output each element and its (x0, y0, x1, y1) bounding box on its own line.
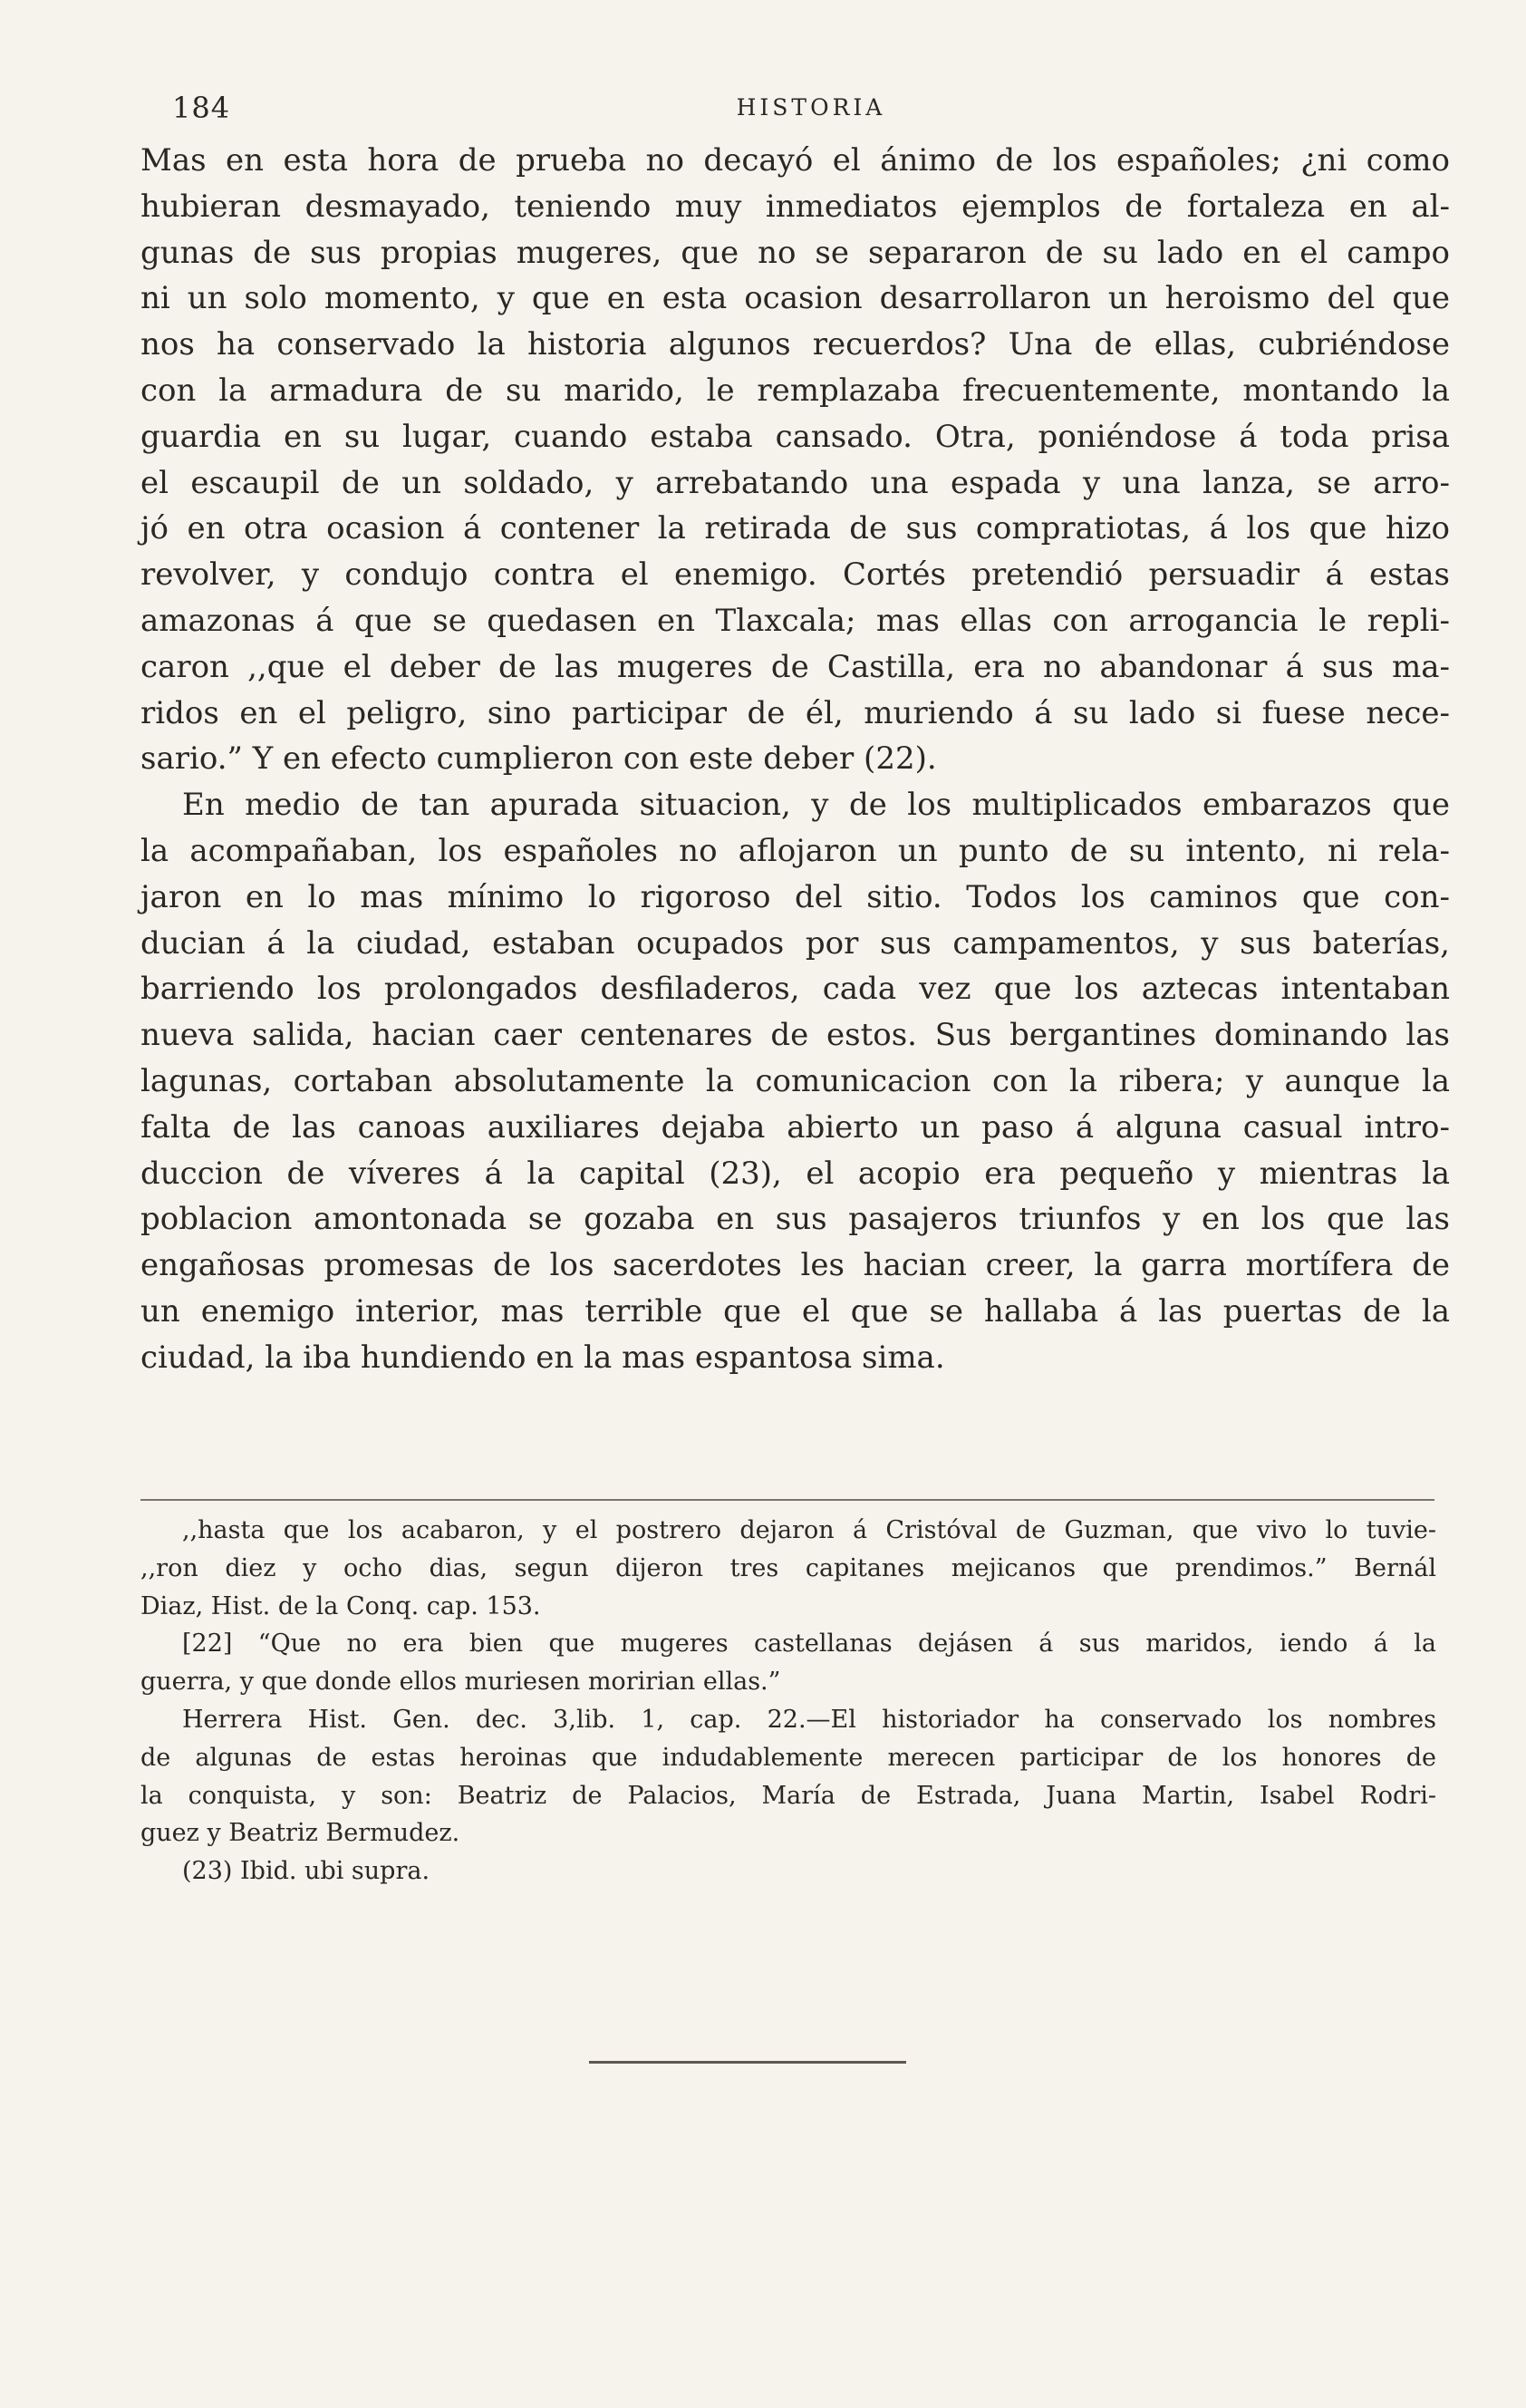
footnote-line: ,,hasta que los acabaron, y el postrero dejaron á Cristóval de Guzman, que vivo lo tuvie- (182, 1516, 1436, 1544)
footnote-line: (23) Ibid. ubi supra. (182, 1857, 430, 1886)
text-line: poblacion amontonada se gozaba en sus pasajeros triunfos y en los que las (140, 1201, 1450, 1238)
text-line: revolver, y condujo contra el enemigo. Cortés pretendió persuadir á estas (140, 556, 1450, 594)
footnote-line: guez y Beatriz Bermudez. (140, 1819, 460, 1848)
footnote-line: ,,ron diez y ocho dias, segun dijeron tres capitanes mejicanos que prendimos.” Bernál (140, 1553, 1436, 1582)
text-line: jó en otra ocasion á contener la retirada de sus compratiotas, á los que hizo (140, 510, 1450, 547)
footnote-line: la conquista, y son: Beatriz de Palacios, María de Estrada, Juana Martin, Isabel Rodri- (140, 1781, 1436, 1810)
text-line: caron ,,que el deber de las mugeres de Castilla, era no abandonar á sus ma- (140, 648, 1450, 685)
text-line: hubieran desmayado, teniendo muy inmediatos ejemplos de fortaleza en al- (140, 188, 1450, 225)
text-line: ni un solo momento, y que en esta ocasion desarrollaron un heroismo del que (140, 280, 1450, 317)
text-line: guardia en su lugar, cuando estaba cansado. Otra, poniéndose á toda prisa (140, 418, 1450, 455)
running-head (172, 91, 1450, 136)
page-header-title: HISTORIA (736, 94, 886, 121)
text-line: nueva salida, hacian caer centenares de estos. Sus bergantines dominando las (140, 1017, 1450, 1054)
text-line: barriendo los prolongados desfiladeros, cada vez que los aztecas intentaban (140, 971, 1450, 1008)
text-line: un enemigo interior, mas terrible que el que se hallaba á las puertas de la (140, 1292, 1450, 1330)
text-line: sario.” Y en efecto cumplieron con este deber (22). (140, 740, 937, 778)
text-line: En medio de tan apurada situacion, y de los multiplicados embarazos que (182, 787, 1450, 824)
text-line: el escaupil de un soldado, y arrebatando una espada y una lanza, se arro- (140, 464, 1450, 501)
main-text (140, 138, 1450, 1381)
footnote-line: Diaz, Hist. de la Conq. cap. 153. (140, 1591, 541, 1620)
footnote-divider (140, 1499, 1434, 1501)
text-line: ducian á la ciudad, estaban ocupados por sus campamentos, y sus baterías, (140, 924, 1450, 962)
footnote-line: guerra, y que donde ellos muriesen moririan ellas.” (140, 1668, 781, 1697)
text-line: Mas en esta hora de prueba no decayó el ánimo de los españoles; ¿ni como (140, 142, 1450, 179)
footnotes (140, 1512, 1436, 1891)
text-line: falta de las canoas auxiliares dejaba abierto un paso á alguna casual intro- (140, 1108, 1450, 1146)
text-line: jaron en lo mas mínimo lo rigoroso del sitio. Todos los caminos que con- (140, 878, 1450, 915)
text-line: con la armadura de su marido, le remplazaba frecuentemente, montando la (140, 372, 1450, 409)
text-line: lagunas, cortaban absolutamente la comunicacion con la ribera; y aunque la (140, 1062, 1450, 1099)
text-line: amazonas á que se quedasen en Tlaxcala; mas ellas con arrogancia le repli- (140, 602, 1450, 639)
text-line: ridos en el peligro, sino participar de él, muriendo á su lado si fuese nece- (140, 694, 1450, 731)
text-line: gunas de sus propias mugeres, que no se separaron de su lado en el campo (140, 234, 1450, 271)
footnote-line: de algunas de estas heroinas que indudablemente merecen participar de los honores de (140, 1743, 1436, 1772)
text-line: engañosas promesas de los sacerdotes les hacian creer, la garra mortífera de (140, 1247, 1450, 1284)
page-number: 184 (172, 91, 231, 125)
text-line: ciudad, la iba hundiendo en la mas espantosa sima. (140, 1339, 945, 1376)
text-line: duccion de víveres á la capital (23), el acopio era pequeño y mientras la (140, 1155, 1450, 1192)
end-rule (589, 2061, 906, 2064)
text-line: nos ha conservado la historia algunos recuerdos? Una de ellas, cubriéndose (140, 326, 1450, 363)
text-line: la acompañaban, los españoles no aflojaron un punto de su intento, ni rela- (140, 832, 1450, 869)
footnote-line: [22] “Que no era bien que mugeres castellanas dejásen á sus maridos, iendo á la (182, 1630, 1436, 1659)
footnote-line: Herrera Hist. Gen. dec. 3,lib. 1, cap. 22.—El historiador ha conservado los nombres (182, 1705, 1436, 1734)
